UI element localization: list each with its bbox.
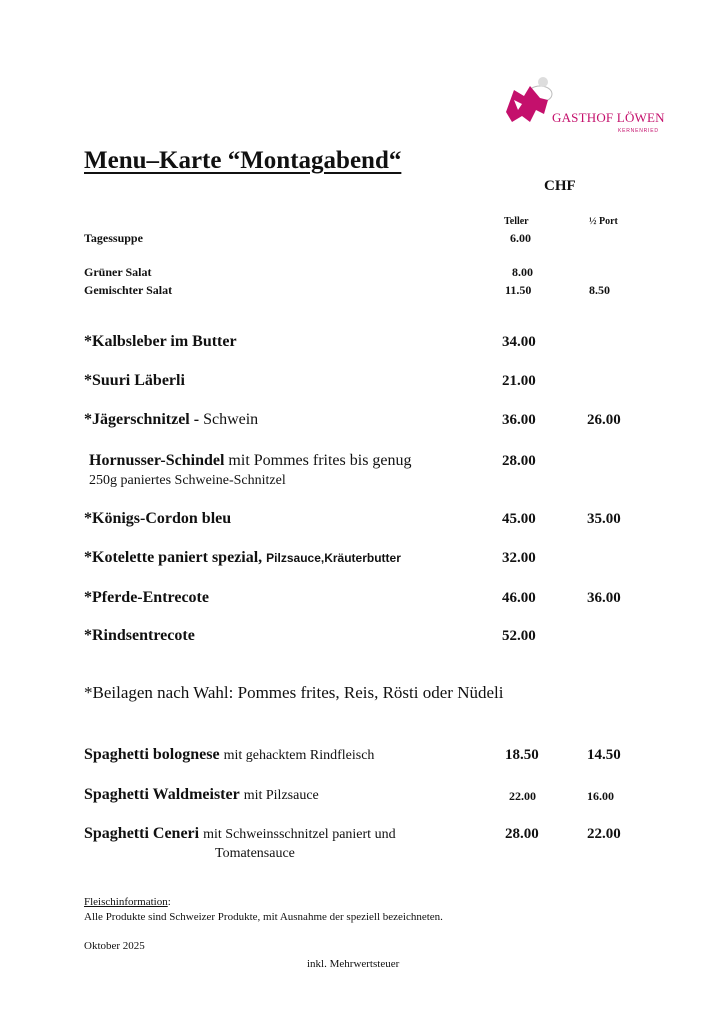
- menu-item-price: 18.50: [505, 747, 539, 763]
- column-header-half-portion: ½ Port: [589, 216, 618, 227]
- menu-item-description-2: Tomatensauce: [215, 846, 295, 861]
- menu-item-half-price: 14.50: [587, 747, 621, 763]
- menu-item-description: Pilzsauce,Kräuterbutter: [266, 551, 401, 565]
- menu-item-price: 46.00: [502, 590, 536, 606]
- menu-item-description: mit Pilzsauce: [243, 788, 319, 803]
- menu-item-name: Hornusser-Schindel mit Pommes frites bis genug: [89, 452, 412, 469]
- page-title: Menu–Karte “Montagabend“: [84, 147, 402, 174]
- column-header-teller: Teller: [504, 216, 529, 227]
- menu-item-half-price: 8.50: [589, 283, 610, 297]
- menu-item-price: 32.00: [502, 550, 536, 566]
- menu-item-price: 45.00: [502, 511, 536, 527]
- menu-item-price: 34.00: [502, 334, 536, 350]
- currency-label: CHF: [544, 178, 576, 194]
- menu-item-name: *Pferde-Entrecote: [84, 589, 209, 606]
- menu-item-description: mit Schweinsschnitzel paniert und: [203, 827, 396, 842]
- menu-item-price: 36.00: [502, 412, 536, 428]
- menu-item-price: 21.00: [502, 373, 536, 389]
- menu-item-price: 6.00: [510, 231, 531, 245]
- menu-item-price: 22.00: [509, 789, 536, 803]
- menu-item-price: 28.00: [505, 826, 539, 842]
- vat-note: inkl. Mehrwertsteuer: [307, 958, 400, 970]
- menu-item-name: *Kotelette paniert spezial, Pilzsauce,Kräuterbutter: [84, 549, 401, 566]
- menu-item-name: *Suuri Läberli: [84, 372, 185, 389]
- menu-item-half-price: 26.00: [587, 412, 621, 428]
- menu-item-name: *Königs-Cordon bleu: [84, 510, 232, 527]
- menu-item-name: *Rindsentrecote: [84, 627, 195, 644]
- menu-item-half-price: 22.00: [587, 826, 621, 842]
- menu-item-description: mit Pommes frites bis genug: [228, 452, 412, 469]
- menu-item-name: *Jägerschnitzel - Schwein: [84, 411, 259, 428]
- meat-info-text: Alle Produkte sind Schweizer Produkte, mit Ausnahme der speziell bezeichneten.: [84, 911, 443, 923]
- menu-item-name: Tagessuppe: [84, 231, 143, 245]
- menu-item-name: Grüner Salat: [84, 265, 152, 279]
- menu-item-description: Schwein: [203, 411, 259, 428]
- meat-info-heading: Fleischinformation:: [84, 896, 171, 908]
- menu-item-description-2: 250g paniertes Schweine-Schnitzel: [89, 473, 286, 488]
- menu-item-name: Spaghetti Ceneri mit Schweinsschnitzel paniert und: [84, 825, 396, 842]
- menu-item-half-price: 35.00: [587, 511, 621, 527]
- menu-item-name: Spaghetti bolognese mit gehacktem Rindfleisch: [84, 746, 375, 763]
- menu-item-name: *Kalbsleber im Butter: [84, 333, 237, 350]
- logo-name: GASTHOF LÖWEN: [552, 110, 665, 125]
- logo-subtitle: KERNENRIED: [618, 128, 659, 134]
- menu-item-half-price: 36.00: [587, 590, 621, 606]
- menu-item-name: Spaghetti Waldmeister mit Pilzsauce: [84, 786, 319, 803]
- sides-note: *Beilagen nach Wahl: Pommes frites, Reis, Rösti oder Nüdeli: [84, 683, 504, 702]
- menu-item-price: 8.00: [512, 265, 533, 279]
- menu-item-price: 52.00: [502, 628, 536, 644]
- menu-item-name: Gemischter Salat: [84, 283, 173, 297]
- date-label: Oktober 2025: [84, 940, 145, 952]
- menu-item-description: mit gehacktem Rindfleisch: [223, 748, 375, 763]
- menu-item-half-price: 16.00: [587, 789, 614, 803]
- menu-item-price: 11.50: [505, 283, 532, 297]
- menu-item-price: 28.00: [502, 453, 536, 469]
